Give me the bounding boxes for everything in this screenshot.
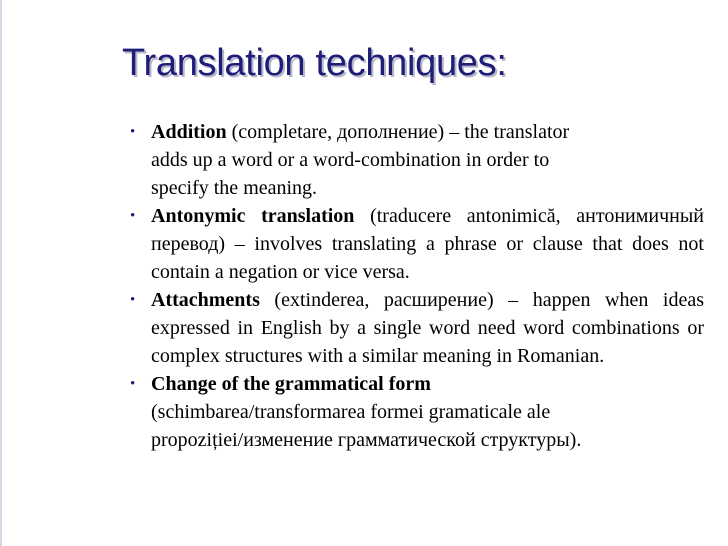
bullet-marker-icon: •: [130, 376, 136, 392]
bullet-marker-icon: •: [130, 208, 136, 224]
bullet-addition: [130, 118, 704, 202]
attachments-definition: (extinderea, расширение) – happen when ideas expressed in English by a single word need word combinations or complex structures with a similar meaning in Romanian.: [151, 289, 704, 367]
bullet-antonymic-translation: [130, 202, 704, 286]
bullet-marker-icon: •: [130, 124, 136, 140]
bullet-attachments: [130, 286, 704, 370]
bullet-marker-icon: •: [130, 292, 136, 308]
change-definition-line3: propoziției/изменение грамматической структуры).: [151, 429, 582, 451]
antonymic-definition: (traducere antonimică, антонимичный перевод) – involves translating a phrase or clause that does not contain a negation or vice versa.: [151, 205, 704, 283]
slide-left-border: [0, 0, 2, 546]
term-change-grammatical-form: Change of the grammatical form: [151, 373, 431, 395]
addition-definition-line3: specify the meaning.: [151, 177, 318, 199]
bullet-change-grammatical-form: [130, 370, 704, 454]
term-antonymic-translation: Antonymic translation: [151, 205, 355, 227]
term-addition: Addition: [151, 121, 227, 143]
slide-title: Translation techniques:: [122, 42, 507, 84]
bullet-list: [130, 118, 704, 454]
term-attachments: Attachments: [151, 289, 260, 311]
addition-definition-line2: adds up a word or a word-combination in order to: [151, 149, 550, 171]
addition-definition-line1: (completare, дополнение) – the translator: [226, 121, 570, 143]
change-definition-line2: (schimbarea/transformarea formei gramaticale ale: [151, 401, 551, 423]
